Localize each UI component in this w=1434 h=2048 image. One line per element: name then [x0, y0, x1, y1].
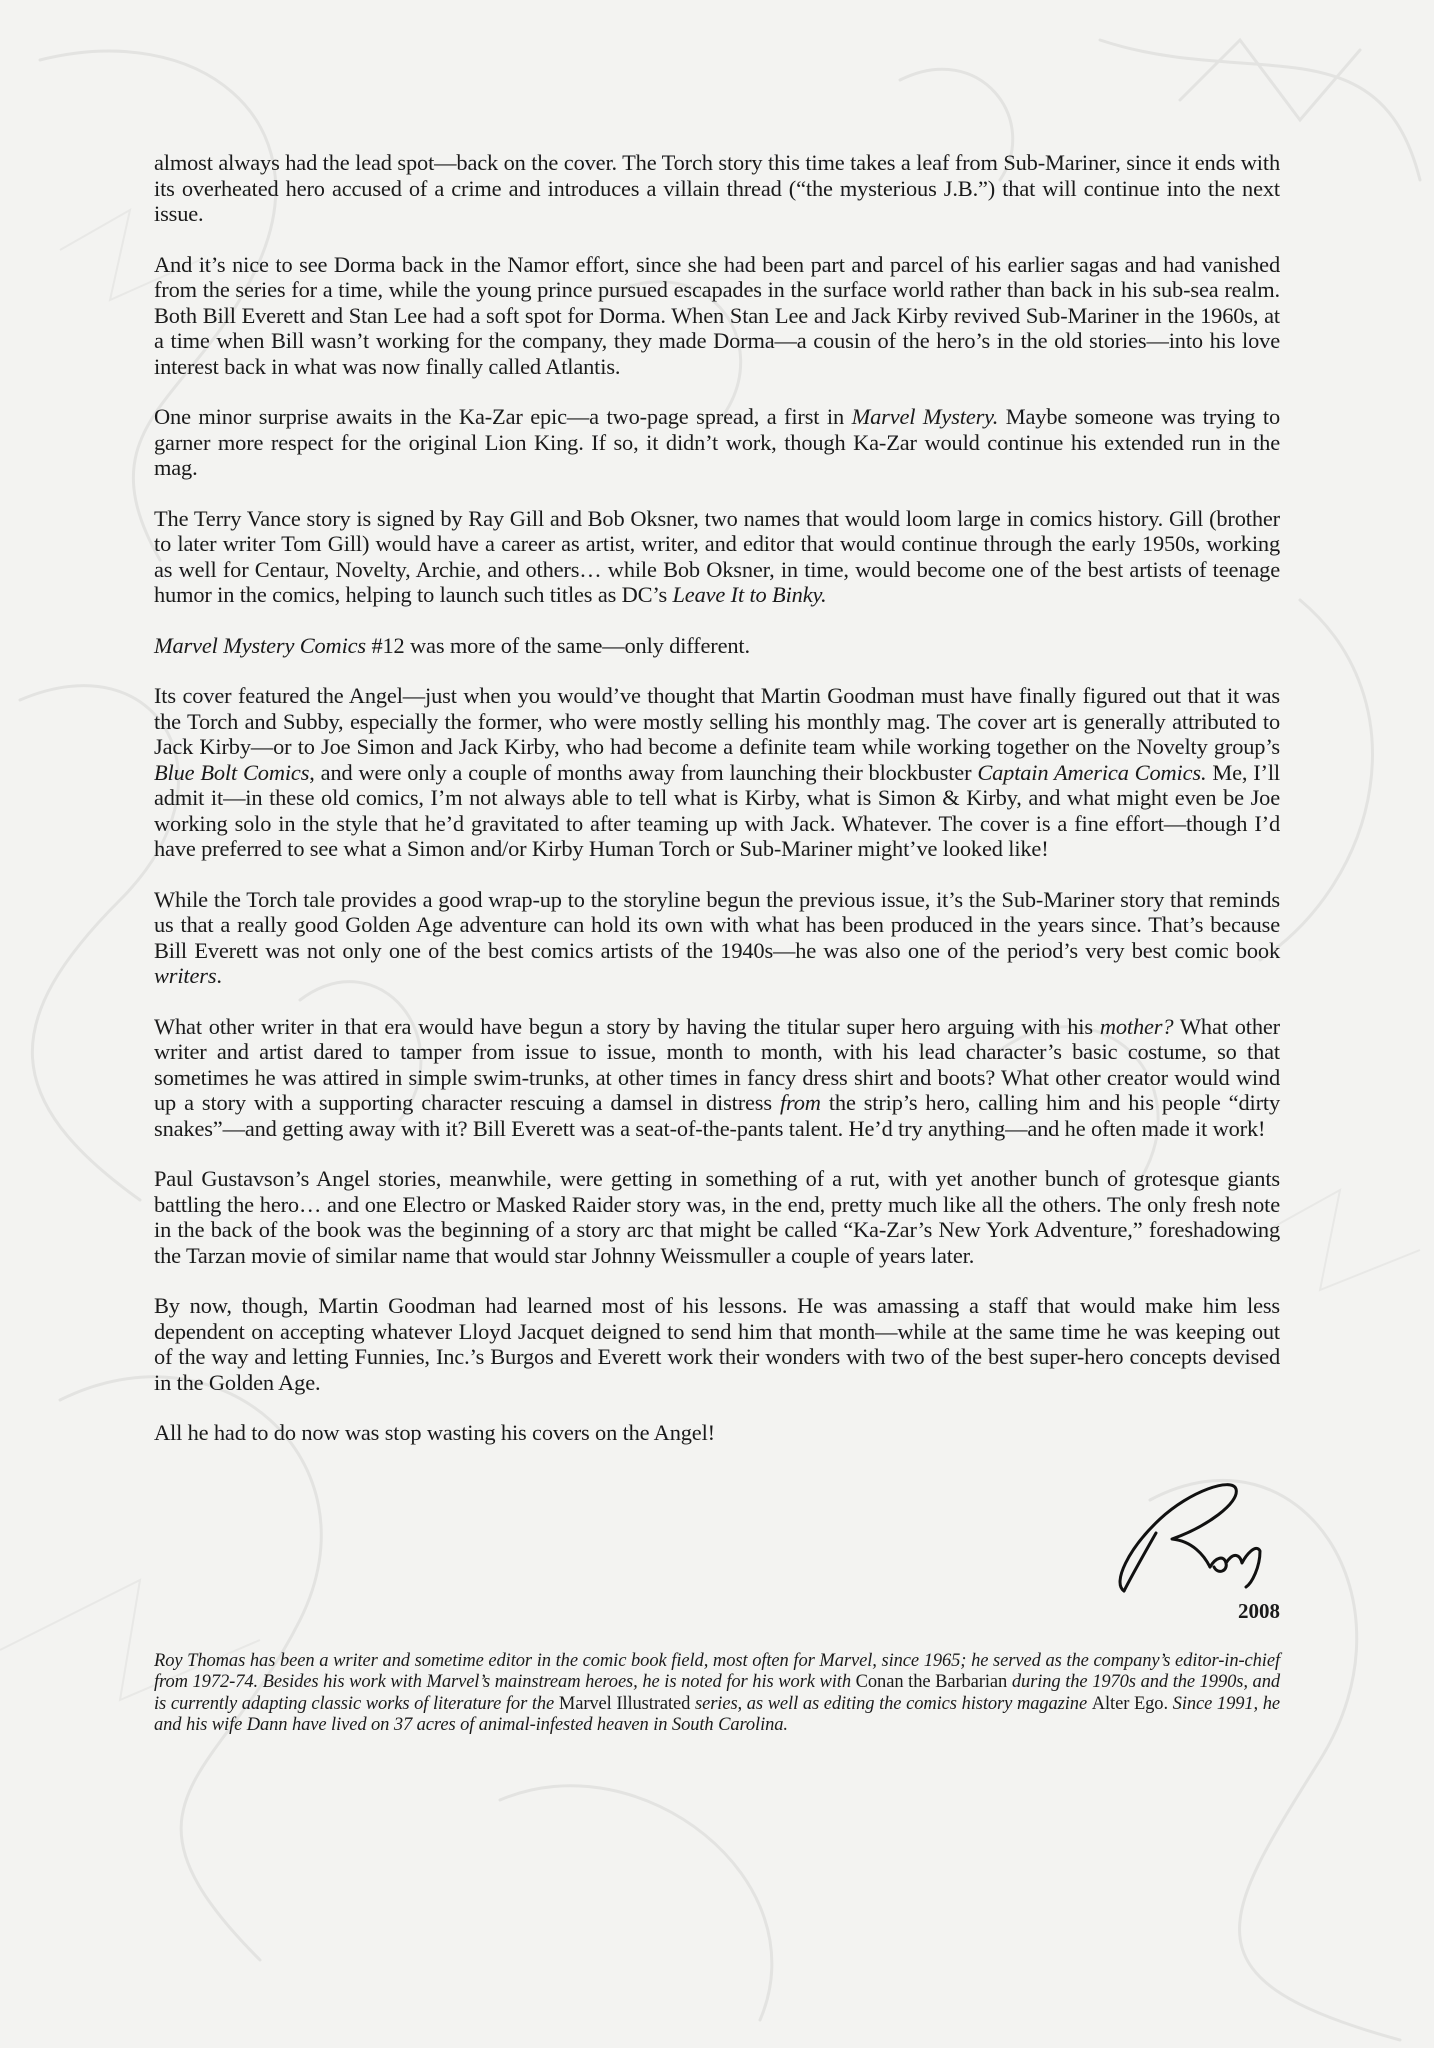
article-paragraph	[154, 1293, 1280, 1395]
article-paragraph	[154, 683, 1280, 862]
signature-year: 2008	[1238, 1598, 1280, 1623]
article-paragraph	[154, 633, 1280, 659]
bio-title-segment: Conan	[855, 1672, 904, 1692]
article-paragraphs	[154, 150, 1280, 1446]
signature-icon	[1110, 1471, 1280, 1606]
italic-text-segment: Captain America Comics.	[977, 759, 1207, 785]
bio-text-segment: Roy Thomas has been a writer and sometime editor in the comic book field, most often for Marvel, since 1965; he served as the company’s editor-in-chief from 1972-74. Besides his work with Marvel’s mainstream heroes, he is noted for his work with	[154, 1650, 1280, 1692]
article-paragraph	[154, 1166, 1280, 1268]
italic-text-segment: from	[779, 1090, 821, 1115]
text-segment: What other writer in that era would have begun a story by having the titular super hero arguing with his	[154, 1013, 1100, 1039]
italic-text-segment: mother?	[1099, 1013, 1174, 1039]
text-segment: And it’s nice to see Dorma back in the Namor effort, since she had been part and parcel of his earlier sagas and had vanished from the series for a time, while the young prince pursued escapades in the surface world rather than back in his sub-sea realm. Both Bill Everett and Stan Lee had a soft spot for Dorma. When Stan Lee and Jack Kirby revived Sub-Mariner in the 1960s, at a time when Bill wasn’t working for the company, they made Dorma—a cousin of the hero’s in the old stories—into his love interest back in what was now finally called Atlantis.	[154, 251, 1280, 379]
text-segment: The Terry Vance story is signed by Ray Gill and Bob Oksner, two names that would loom large in comics history. Gill (brother to later writer Tom Gill) would have a career as artist, writer, and editor that would continue through the early 1950s, working as well for Centaur, Novelty, Archie, and others… while Bob Oksner, in time, would become one of the best artists of teenage humor in the comics, helping to launch such titles as DC’s	[154, 505, 1280, 607]
signature-block	[154, 1471, 1280, 1631]
article-paragraph	[154, 506, 1280, 608]
bio-text-segment: Since 1991, he and his wife Dann have lived on 37 acres of animal-infested heaven in South Carolina.	[154, 1693, 1280, 1735]
text-segment: #12 was more of the same—only different.	[366, 632, 750, 658]
text-segment: the strip’s hero, calling him and his people “dirty snakes”—and getting away with it? Bill Everett was a seat-of-the-pants talent. He’d try anything—and he often made it work!	[154, 1090, 1281, 1141]
text-segment: Me, I’ll admit it—in these old comics, I’m not always able to tell what is Kirby, what is Simon & Kirby, and what might even be Joe working solo in the style that he’d gravitated to after teaming up with Jack. Whatever. The cover is a fine effort—though I’d have preferred to see what a Simon and/or Kirby Human Torch or Sub-Mariner might’ve looked like!	[154, 759, 1280, 861]
text-segment: All he had to do now was stop wasting his covers on the Angel!	[154, 1420, 715, 1445]
text-segment: Its cover featured the Angel—just when you would’ve thought that Martin Goodman must have finally figured out that it was the Torch and Subby, especially the former, who were mostly selling his monthly mag. The cover art is generally attributed to Jack Kirby—or to Joe Simon and Jack Kirby, who had become a definite team while working together on the Novelty group’s	[154, 683, 1280, 759]
bio-text-segment: during the 1970s and the 1990s, and is currently adapting classic works of literature for the	[154, 1672, 1281, 1714]
author-bio	[154, 1651, 1280, 1737]
text-segment: By now, though, Martin Goodman had learned most of his lessons. He was amassing a staff that would make him less dependent on accepting whatever Lloyd Jacquet deigned to send him that month—while at the same time he was keeping out of the way and letting Funnies, Inc.’s Burgos and Everett work their wonders with two of the best super-hero concepts devised in the Golden Age.	[154, 1293, 1280, 1395]
bio-title-segment: the Barbarian	[908, 1672, 1008, 1692]
article-paragraph	[154, 404, 1280, 481]
italic-text-segment: Marvel Mystery.	[851, 404, 999, 429]
article-body	[154, 150, 1280, 1737]
bio-text-segment: series, as well as editing the comics history magazine	[690, 1693, 1092, 1714]
article-paragraph	[154, 887, 1280, 989]
article-paragraph	[154, 252, 1280, 380]
bio-title-segment: Marvel Illustrated	[558, 1693, 691, 1714]
italic-text-segment: Leave It to Binky.	[672, 582, 827, 607]
text-segment: While the Torch tale provides a good wrap-up to the storyline begun the previous issue, it’s the Sub-Mariner story that reminds us that a really good Golden Age adventure can hold its own with what has been produced in the years since. That’s because Bill Everett was not only one of the best comics artists of the 1940s—he was also one of the period’s very best comic book	[154, 886, 1280, 963]
text-segment: Paul Gustavson’s Angel stories, meanwhile, were getting in something of a rut, with yet another bunch of grotesque giants battling the hero… and one Electro or Masked Raider story was, in the end, pretty much like all the others. The only fresh note in the back of the book was the beginning of a story arc that might be called “Ka-Zar’s New York Adventure,” foreshadowing the Tarzan movie of similar name that would star Johnny Weissmuller a couple of years later.	[154, 1166, 1280, 1268]
text-segment: , and were only a couple of months away from launching their blockbuster	[309, 759, 978, 785]
text-segment: Maybe someone was trying to garner more respect for the original Lion King. If so, it didn’t work, though Ka-Zar would continue his extended run in the mag.	[154, 404, 1280, 480]
bio-title-segment: Alter Ego.	[1091, 1693, 1168, 1714]
article-paragraph	[154, 1420, 1280, 1446]
italic-text-segment: Blue Bolt Comics	[154, 759, 310, 785]
italic-text-segment: writers	[154, 963, 217, 988]
text-segment: One minor surprise awaits in the Ka-Zar epic—a two-page spread, a first in	[154, 404, 852, 429]
text-segment: almost always had the lead spot—back on the cover. The Torch story this time takes a leaf from Sub-Mariner, since it ends with its overheated hero accused of a crime and introduces a villain thread (“the mysterious J.B.”) that will continue into the next issue.	[154, 150, 1280, 226]
article-paragraph	[154, 1014, 1280, 1142]
text-segment: .	[216, 963, 222, 988]
article-paragraph	[154, 150, 1280, 227]
italic-text-segment: Marvel Mystery Comics	[154, 632, 366, 658]
text-segment: What other writer and artist dared to tamper from issue to issue, month to month, with his lead character’s basic costume, so that sometimes he was attired in simple swim-trunks, at other times in fancy dress shirt and boots? What other creator would wind up a story with a supporting character rescuing a damsel in distress	[154, 1013, 1280, 1115]
